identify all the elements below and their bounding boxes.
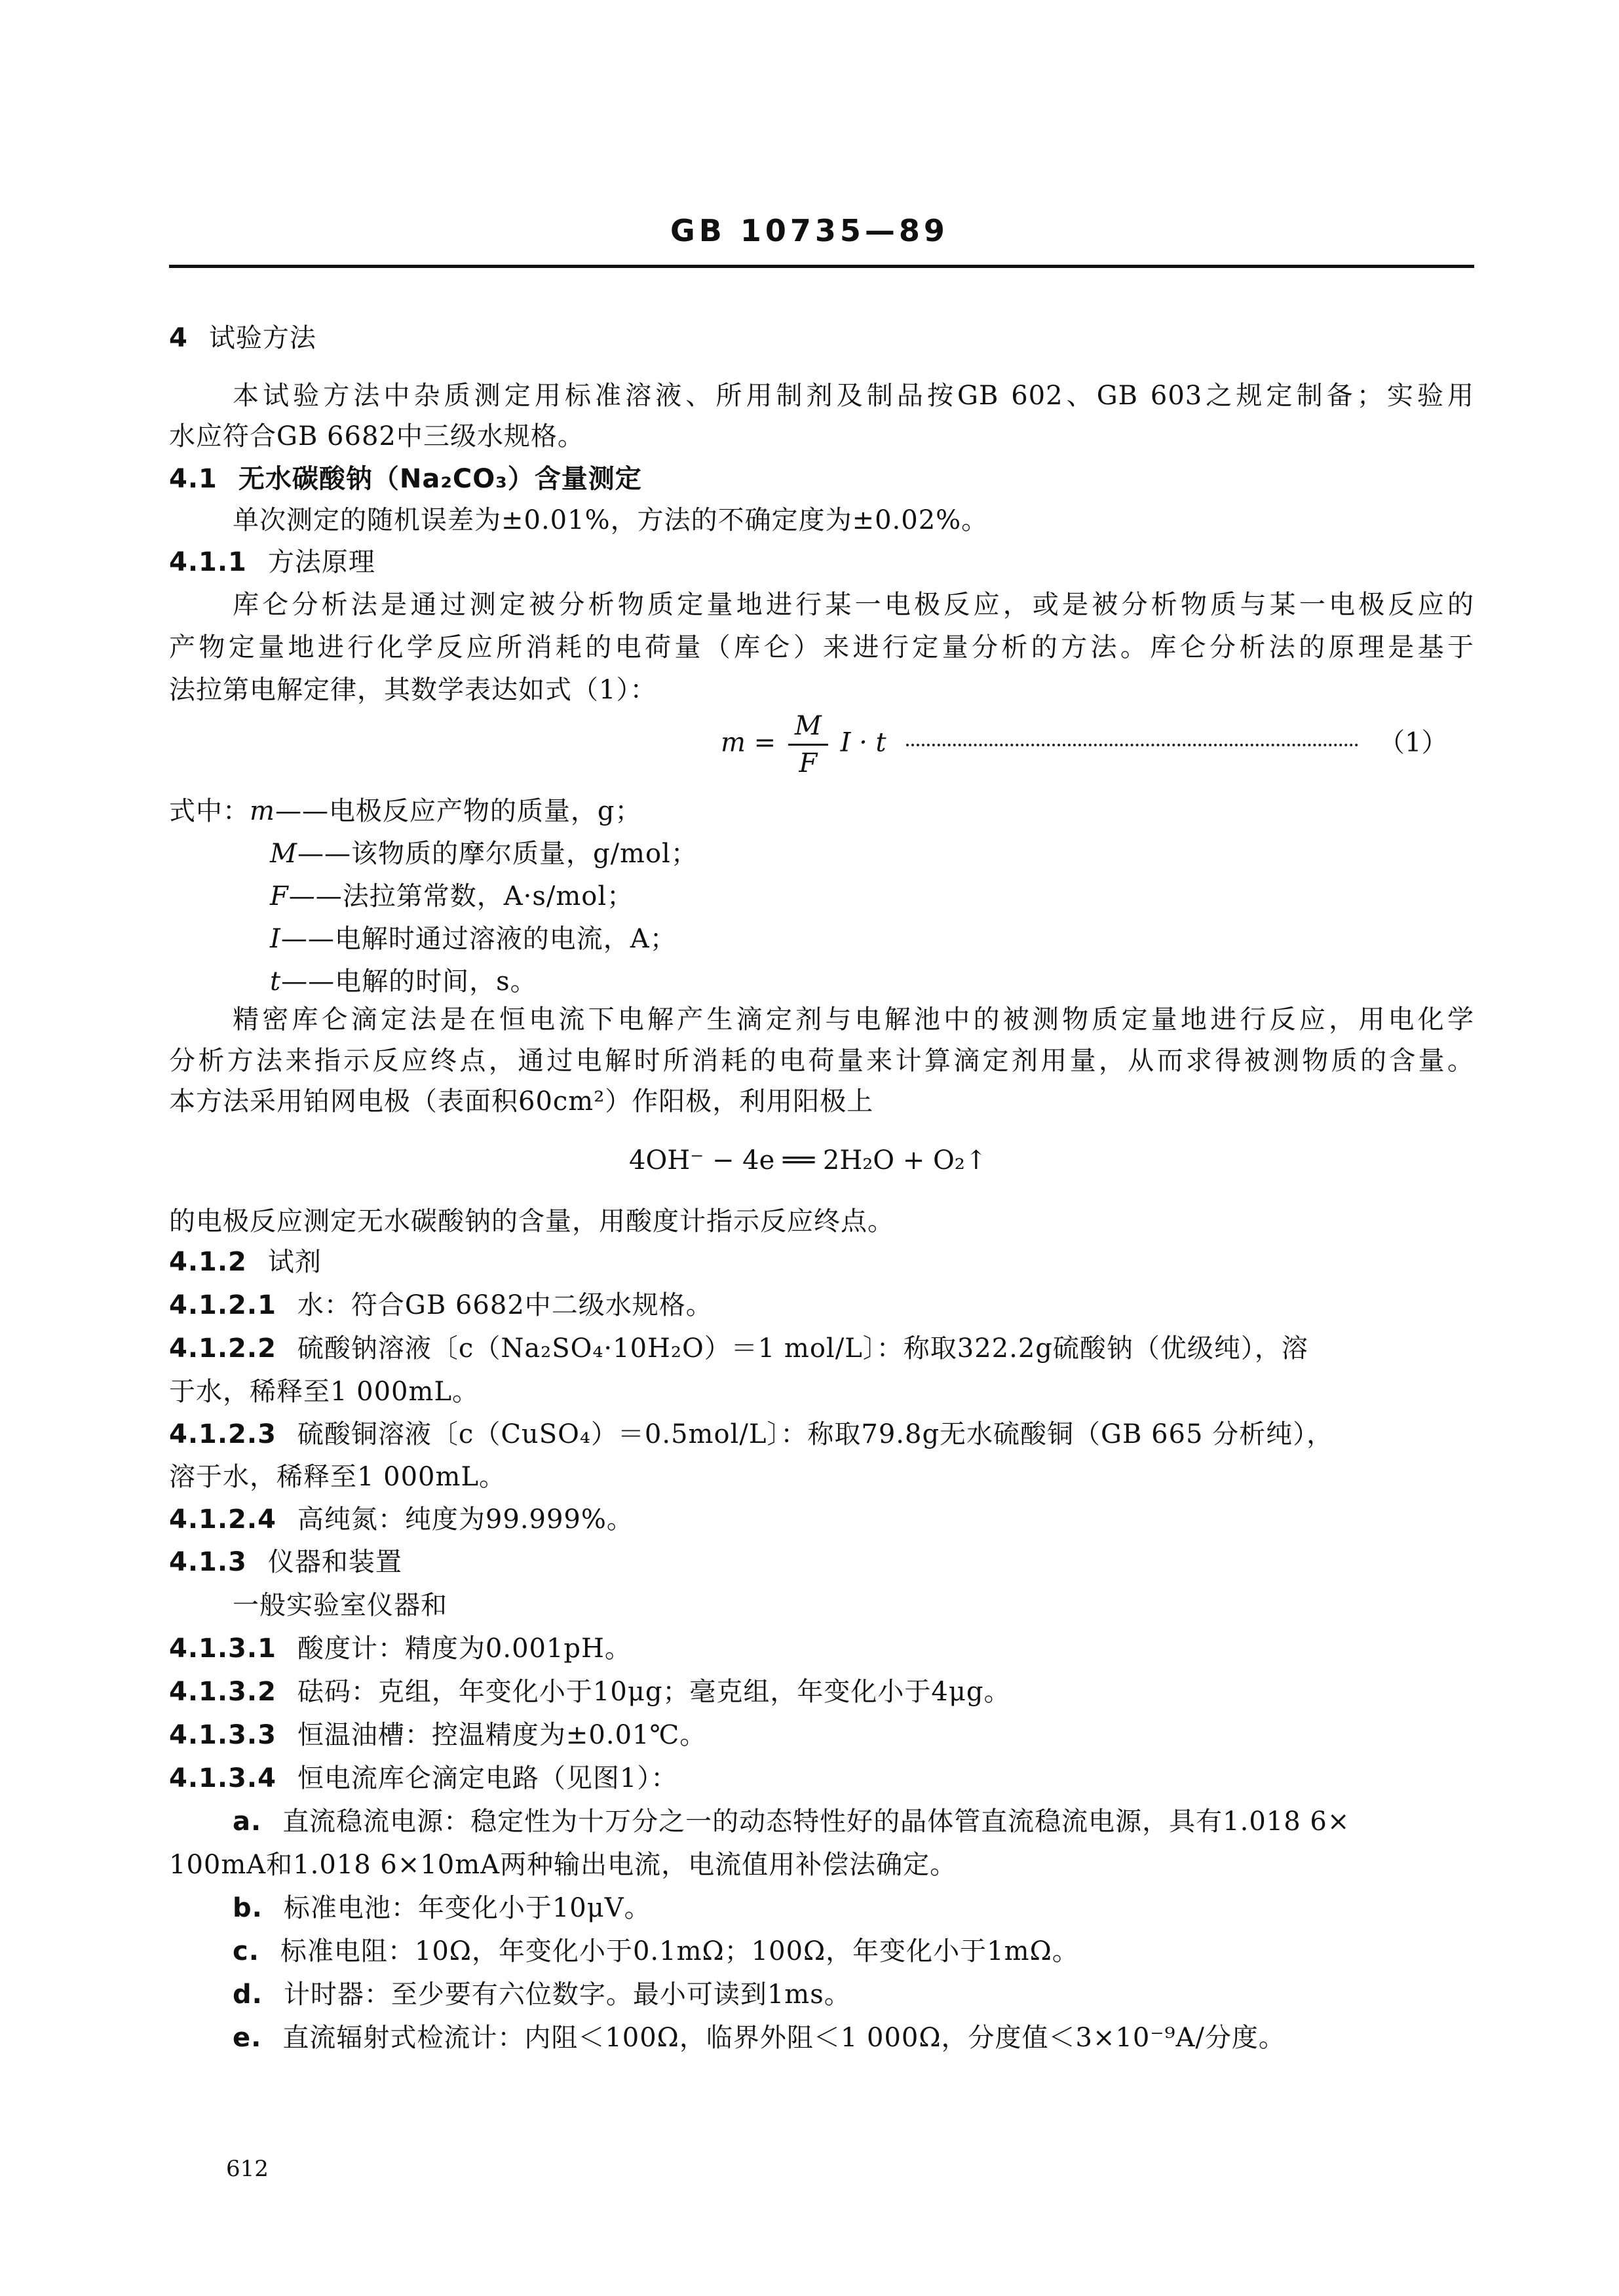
- paragraph-line: 的电极反应测定无水碳酸钠的含量，用酸度计指示反应终点。: [169, 1206, 894, 1236]
- paragraph-line: 单次测定的随机误差为±0.01%，方法的不确定度为±0.02%。: [233, 505, 989, 535]
- section-title: 试剂: [267, 1247, 322, 1277]
- item-text: 水：符合GB 6682中二级水规格。: [297, 1290, 713, 1320]
- equation-numerator: M: [788, 711, 828, 746]
- equation-1: [721, 711, 1448, 778]
- equation-number: （1）: [1379, 727, 1448, 758]
- item-text: 恒温油槽：控温精度为±0.01℃。: [297, 1720, 707, 1750]
- sub-item-label: b.: [233, 1893, 263, 1923]
- variable-row: [270, 879, 634, 913]
- section-number: 4.1.1: [169, 547, 247, 577]
- section-heading-4-1-3: [169, 1545, 402, 1579]
- paragraph-line: 精密库仑滴定法是在恒电流下电解产生滴定剂与电解池中的被测物质定量地进行反应，用电化学: [233, 1004, 1474, 1035]
- reagent-item: [169, 1331, 1308, 1366]
- sub-item: [233, 1805, 1350, 1839]
- paragraph-line: 水应符合GB 6682中三级水规格。: [169, 421, 584, 451]
- sub-item-text: 计时器：至少要有六位数字。最小可读到1ms。: [283, 1980, 851, 2010]
- standard-code-header: GB 10735—89: [670, 213, 949, 248]
- variable-row: [169, 794, 642, 828]
- variable-desc: ——法拉第常数，A·s/mol；: [288, 881, 634, 911]
- sub-item-continuation: 100mA和1.018 6×10mA两种输出电流，电流值用补偿法确定。: [169, 1850, 957, 1880]
- section-heading-4-1: [169, 462, 642, 496]
- sub-item: [233, 1978, 851, 2012]
- sub-item: [233, 1934, 1079, 1968]
- variable-symbol: F: [270, 881, 289, 911]
- sub-item-text: 直流稳流电源：稳定性为十万分之一的动态特性好的晶体管直流稳流电源，具有1.018 6×: [282, 1807, 1350, 1837]
- sub-item-text: 标准电池：年变化小于10μV。: [283, 1893, 651, 1923]
- sub-item-text: 直流辐射式检流计：内阻＜100Ω，临界外阻＜1 000Ω，分度值＜3×10⁻⁹A/分度。: [282, 2023, 1286, 2053]
- variable-desc: ——电解时通过溶液的电流，A；: [280, 924, 677, 954]
- paragraph-line: 法拉第电解定律，其数学表达如式（1）：: [169, 675, 657, 705]
- paragraph-line: 库仑分析法是通过测定被分析物质定量地进行某一电极反应，或是被分析物质与某一电极反应的: [233, 590, 1474, 620]
- equation-fraction: [788, 711, 828, 778]
- equation-leader-dots: [906, 744, 1358, 746]
- item-number: 4.1.2.2: [169, 1333, 276, 1364]
- equation-lhs: m =: [721, 727, 776, 758]
- item-text: 高纯氮：纯度为99.999%。: [297, 1504, 634, 1535]
- reagent-item: [169, 1417, 1333, 1451]
- variable-row: [270, 922, 677, 956]
- sub-item-label: e.: [233, 2023, 262, 2053]
- item-text: 酸度计：精度为0.001pH。: [297, 1634, 632, 1664]
- section-title: 无水碳酸钠（Na₂CO₃）含量测定: [238, 464, 642, 494]
- section-number: 4.1.3: [169, 1547, 247, 1577]
- section-title: 仪器和装置: [267, 1547, 402, 1577]
- section-title: 试验方法: [208, 323, 316, 353]
- reaction-equation: 4OH⁻ − 4e ══ 2H₂O + O₂↑: [629, 1145, 987, 1176]
- sub-item-label: c.: [233, 1936, 259, 1966]
- item-number: 4.1.2.1: [169, 1290, 276, 1320]
- paragraph-line: 一般实验室仪器和: [233, 1590, 448, 1620]
- variable-desc: ——电极反应产物的质量，g；: [275, 796, 642, 826]
- item-number: 4.1.3.2: [169, 1677, 276, 1707]
- section-heading-4-1-1: [169, 545, 375, 579]
- header-rule: [169, 265, 1474, 268]
- apparatus-item: [169, 1632, 632, 1666]
- sub-item-label: a.: [233, 1807, 262, 1837]
- variable-desc: ——该物质的摩尔质量，g/mol；: [297, 839, 698, 869]
- page-number: 612: [226, 2156, 269, 2182]
- paragraph-line: 本试验方法中杂质测定用标准溶液、所用制剂及制品按GB 602、GB 603之规定制备；实验用: [233, 381, 1474, 411]
- paragraph-line: 本方法采用铂网电极（表面积60cm²）作阳极，利用阳极上: [169, 1086, 874, 1117]
- paragraph-line: 分析方法来指示反应终点，通过电解时所消耗的电荷量来计算滴定剂用量，从而求得被测物质的含量。: [169, 1046, 1474, 1076]
- sub-item: [233, 2021, 1286, 2055]
- item-number: 4.1.2.4: [169, 1504, 276, 1535]
- paragraph-line: 产物定量地进行化学反应所消耗的电荷量（库仑）来进行定量分析的方法。库仑分析法的原理是基于: [169, 632, 1474, 662]
- item-number: 4.1.2.3: [169, 1419, 276, 1449]
- item-number: 4.1.3.3: [169, 1720, 276, 1750]
- item-text: 硫酸铜溶液〔c（CuSO₄）＝0.5mol/L〕：称取79.8g无水硫酸铜（GB 665 分析纯），: [297, 1419, 1334, 1449]
- sub-item-text: 标准电阻：10Ω，年变化小于0.1mΩ；100Ω，年变化小于1mΩ。: [280, 1936, 1079, 1966]
- apparatus-item: [169, 1718, 706, 1752]
- variable-desc: ——电解的时间，s。: [281, 966, 537, 997]
- variable-symbol: t: [270, 966, 282, 997]
- section-heading-4: [169, 321, 316, 355]
- apparatus-item: [169, 1675, 1010, 1709]
- item-number: 4.1.3.1: [169, 1634, 276, 1664]
- section-heading-4-1-2: [169, 1245, 322, 1279]
- item-text: 恒电流库仑滴定电路（见图1）：: [297, 1763, 678, 1793]
- equation-rhs: I · t: [840, 727, 886, 758]
- section-number: 4.1: [169, 464, 218, 494]
- section-title: 方法原理: [267, 547, 375, 577]
- equation-denominator: F: [799, 748, 818, 778]
- reagent-item: [169, 1288, 713, 1322]
- variable-row: [270, 965, 537, 999]
- sub-item: [233, 1891, 651, 1925]
- reagent-item: [169, 1502, 634, 1537]
- section-number: 4.1.2: [169, 1247, 247, 1277]
- sub-item-label: d.: [233, 1980, 263, 2010]
- variable-symbol: m: [250, 796, 275, 826]
- apparatus-item: [169, 1761, 677, 1795]
- section-number: 4: [169, 323, 188, 353]
- where-prefix: 式中：: [169, 796, 250, 826]
- item-text: 砝码：克组，年变化小于10μg；毫克组，年变化小于4μg。: [297, 1677, 1011, 1707]
- variable-symbol: I: [270, 924, 281, 954]
- item-number: 4.1.3.4: [169, 1763, 276, 1793]
- variable-symbol: M: [270, 839, 297, 869]
- item-text: 硫酸钠溶液〔c（Na₂SO₄·10H₂O）＝1 mol/L〕：称取322.2g硫酸钠（优级纯），溶: [297, 1333, 1308, 1364]
- reagent-item-continuation: 于水，稀释至1 000mL。: [169, 1377, 480, 1407]
- reagent-item-continuation: 溶于水，稀释至1 000mL。: [169, 1462, 506, 1492]
- variable-row: [270, 837, 698, 871]
